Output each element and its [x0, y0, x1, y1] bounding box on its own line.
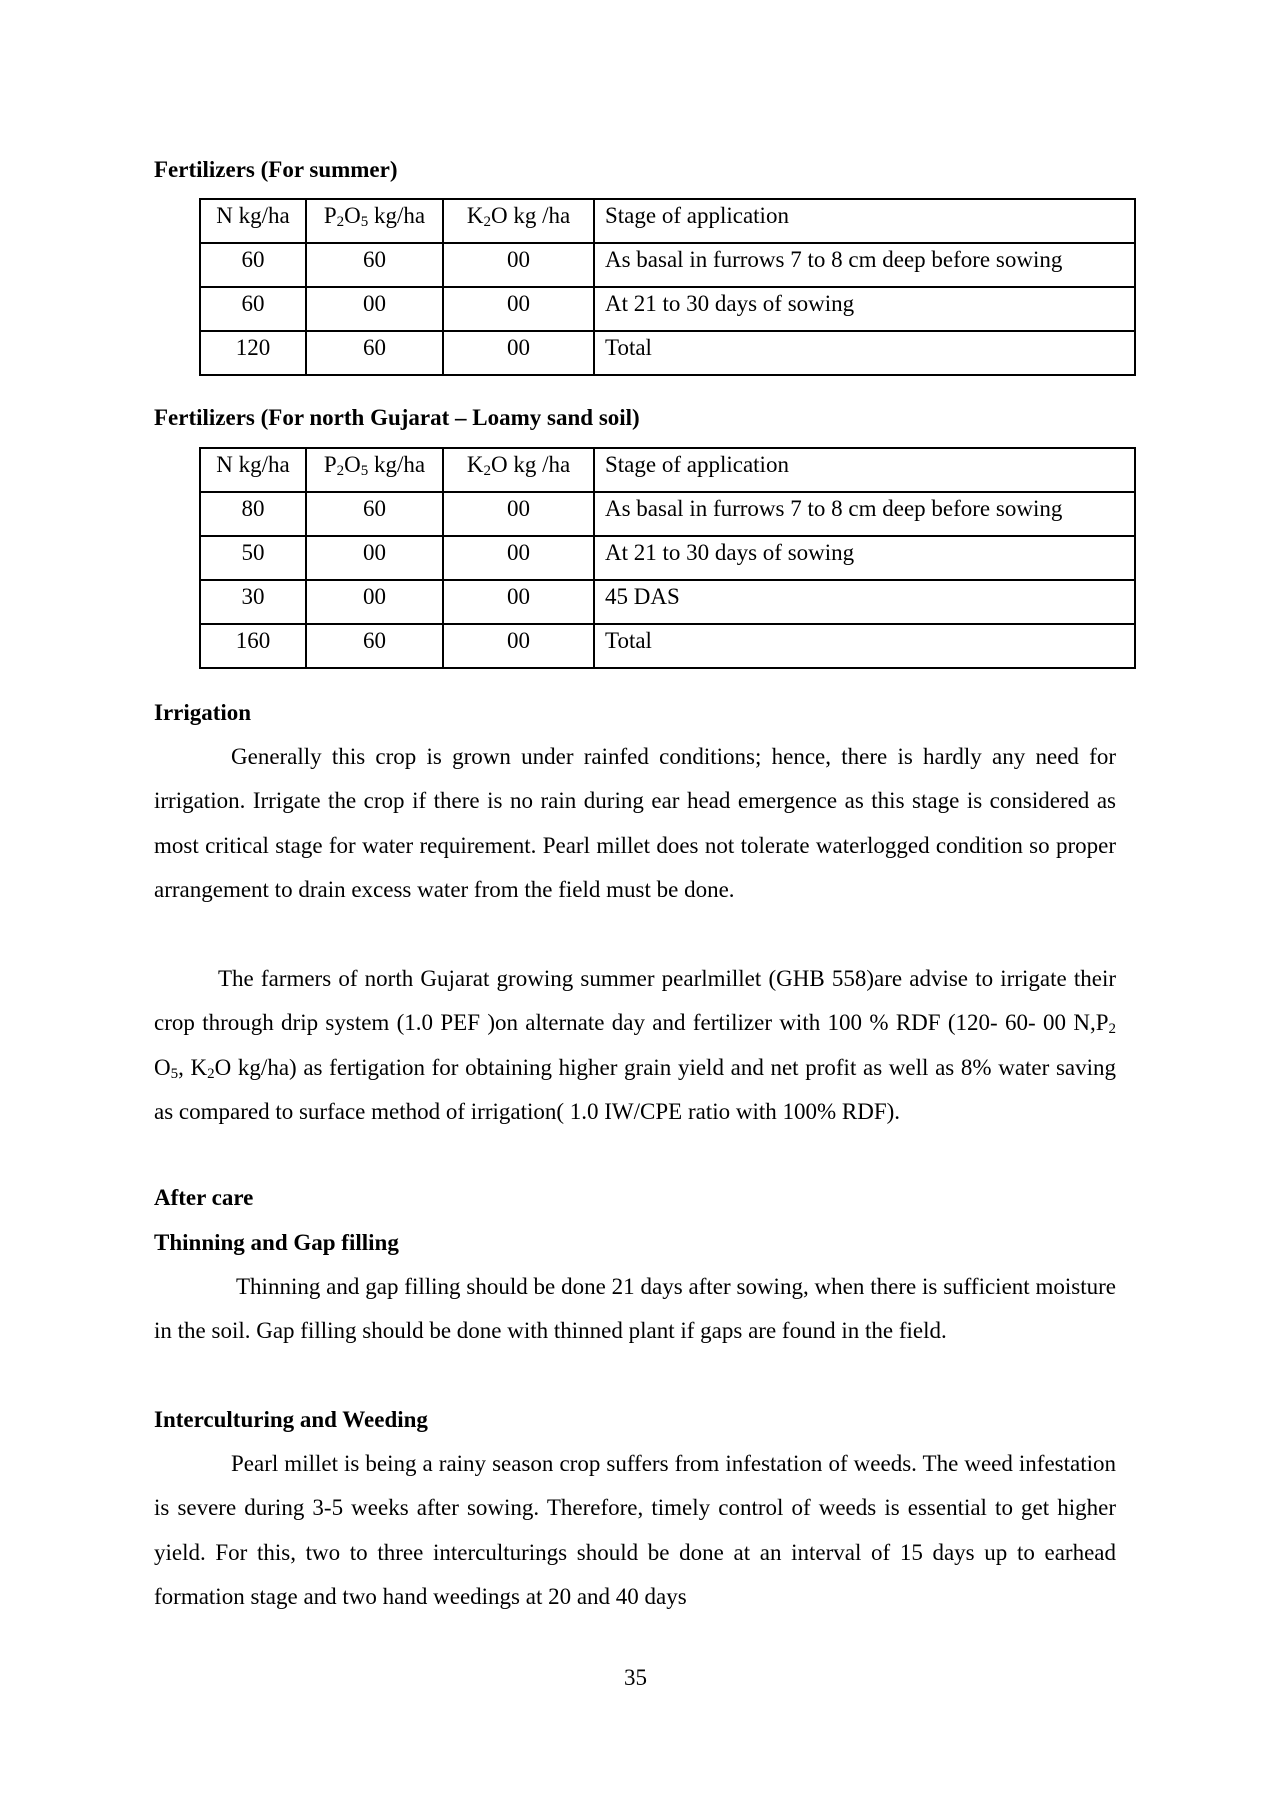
cell-stage: As basal in furrows 7 to 8 cm deep before sowing: [594, 492, 1135, 536]
cell-stage: As basal in furrows 7 to 8 cm deep before sowing: [594, 243, 1135, 287]
heading-irrigation: Irrigation: [154, 700, 252, 725]
table-header-row: [200, 448, 1135, 492]
cell-k: 00: [443, 492, 594, 536]
table-row-total: [200, 624, 1135, 668]
cell-stage: 45 DAS: [594, 580, 1135, 624]
fertilizer-table-summer: [199, 198, 1136, 376]
fertilizer-table-north-gujarat: [199, 447, 1136, 669]
cell-stage: At 21 to 30 days of sowing: [594, 287, 1135, 331]
table-row-total: [200, 331, 1135, 375]
cell-stage: Total: [594, 331, 1135, 375]
subscript: 5: [170, 1065, 179, 1082]
cell-p: 60: [306, 624, 443, 668]
col-header-stage: Stage of application: [594, 199, 1135, 243]
cell-p: 60: [306, 243, 443, 287]
cell-p: 60: [306, 492, 443, 536]
heading-after-care: After care: [154, 1185, 254, 1210]
heading-interculturing-weeding: Interculturing and Weeding: [154, 1407, 428, 1432]
cell-n: 30: [200, 580, 306, 624]
cell-k: 00: [443, 331, 594, 375]
cell-k: 00: [443, 580, 594, 624]
table-row: [200, 536, 1135, 580]
cell-stage: Total: [594, 624, 1135, 668]
col-header-stage: Stage of application: [594, 448, 1135, 492]
table-header-row: [200, 199, 1135, 243]
subscript: 2: [207, 1065, 215, 1082]
paragraph-text: O: [154, 1054, 171, 1080]
weeding-paragraph: [154, 1442, 1116, 1620]
col-header-p2o5: $P_2O_5$ kg/ha: [306, 199, 443, 243]
paragraph-text: Generally this crop is grown under rainfed conditions; hence, there is hardly any need for irrigation. Irrigate the crop if there is no rain during ear head emergence as this stage is considered as most critical stage for water requirement. Pearl millet does not tolerate waterlogged condition so proper arrangement to drain excess water from the field must be done.: [154, 744, 1116, 903]
cell-k: 00: [443, 243, 594, 287]
irrigation-paragraph-1: [154, 735, 1116, 913]
col-header-p2o5: $P_2O_5$ kg/ha: [306, 448, 443, 492]
cell-stage: At 21 to 30 days of sowing: [594, 536, 1135, 580]
col-header-n: N kg/ha: [200, 199, 306, 243]
paragraph-text: O kg/ha) as fertigation for obtaining higher grain yield and net profit as well as 8% water saving as compared to surface method of irrigation( 1.0 IW/CPE ratio with 100% RDF).: [154, 1054, 1116, 1125]
cell-n: 60: [200, 243, 306, 287]
cell-k: 00: [443, 287, 594, 331]
paragraph-text: , K: [178, 1054, 208, 1080]
col-header-n: N kg/ha: [200, 448, 306, 492]
cell-n: 50: [200, 536, 306, 580]
paragraph-text: Pearl millet is being a rainy season crop suffers from infestation of weeds. The weed infestation is severe during 3-5 weeks after sowing. Therefore, timely control of weeds is essential to get higher yield. For this, two to three interculturings should be done at an interval of 15 days up to earhead formation stage and two hand weedings at 20 and 40 days: [154, 1451, 1116, 1610]
table-row: [200, 243, 1135, 287]
paragraph-text: Thinning and gap filling should be done 21 days after sowing, when there is sufficient moisture in the soil. Gap filling should be done with thinned plant if gaps are found in the field.: [154, 1274, 1116, 1344]
cell-p: 00: [306, 580, 443, 624]
cell-p: 60: [306, 331, 443, 375]
table-row: [200, 492, 1135, 536]
cell-k: 00: [443, 624, 594, 668]
cell-p: 00: [306, 536, 443, 580]
cell-n: 160: [200, 624, 306, 668]
cell-p: 00: [306, 287, 443, 331]
col-header-k2o: $K_2O$ kg /ha: [443, 448, 594, 492]
table-row: [200, 287, 1135, 331]
cell-n: 120: [200, 331, 306, 375]
heading-thinning-gap-filling: Thinning and Gap filling: [154, 1230, 399, 1255]
cell-n: 80: [200, 492, 306, 536]
col-header-k2o: $K_2O$ kg /ha: [443, 199, 594, 243]
table-row: [200, 580, 1135, 624]
thinning-paragraph: [154, 1265, 1116, 1354]
paragraph-text: The farmers of north Gujarat growing summer pearlmillet (GHB 558)are advise to irrigate their crop through drip system (1.0 PEF )on alternate day and fertilizer with 100 % RDF (120- 60- 00 N,P: [154, 966, 1116, 1036]
subscript: 2: [1108, 1021, 1116, 1038]
cell-n: 60: [200, 287, 306, 331]
cell-k: 00: [443, 536, 594, 580]
page-number: 35: [624, 1665, 647, 1690]
heading-fertilizers-summer: Fertilizers (For summer): [154, 157, 398, 182]
irrigation-paragraph-2: [154, 957, 1116, 1135]
heading-fertilizers-north-gujarat: Fertilizers (For north Gujarat – Loamy sand soil): [154, 405, 640, 430]
